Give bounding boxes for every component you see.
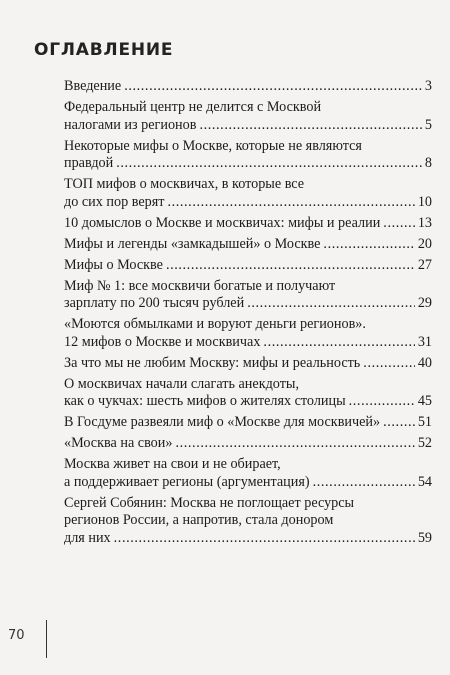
dot-leader (247, 295, 415, 313)
toc-entry-title-line: Мифы о Москве (64, 256, 163, 273)
toc-entry-title-line: для них (64, 529, 111, 546)
toc-heading: ОГЛАВЛЕНИЕ (34, 40, 174, 60)
dot-leader (116, 155, 422, 173)
toc-entry (64, 138, 432, 173)
toc-entry-title-line: регионов России, а напротив, стала донором (64, 512, 334, 528)
toc-page-number: 5 (424, 116, 432, 133)
toc-page-number: 51 (417, 414, 432, 430)
toc-page-number: 52 (417, 435, 432, 451)
toc-page-number: 40 (417, 354, 432, 371)
table-of-contents (64, 78, 432, 551)
toc-entry-title-line: а поддерживает регионы (аргументация) (64, 473, 310, 490)
toc-entry (64, 215, 432, 233)
toc-entry-title-line: За что мы не любим Москву: мифы и реальность (64, 354, 361, 371)
toc-entry-title-line: Мифы и легенды «замкадышей» о Москве (64, 235, 321, 252)
toc-page-number: 3 (424, 78, 432, 94)
dot-leader (114, 530, 415, 548)
toc-page-number: 8 (424, 155, 432, 171)
toc-page-number: 20 (417, 235, 432, 252)
dot-leader (349, 393, 415, 411)
toc-page-number: 13 (417, 214, 432, 231)
toc-entry-title-line: Миф № 1: все москвичи богатые и получают (64, 277, 336, 294)
toc-entry-title-line: правдой (64, 155, 114, 171)
dot-leader (166, 257, 415, 275)
dot-leader (383, 215, 415, 233)
toc-page-number: 10 (417, 193, 432, 210)
toc-entry-title-line: до сих пор верят (64, 193, 165, 210)
toc-entry-title-line: О москвичах начали слагать анекдоты, (64, 375, 299, 392)
dot-leader (199, 117, 421, 135)
toc-entry-title-line: 12 мифов о Москве и москвичах (64, 333, 261, 350)
toc-entry (64, 99, 432, 134)
dot-leader (323, 236, 414, 254)
toc-page-number: 29 (417, 295, 432, 311)
toc-entry-title-line: налогами из регионов (64, 116, 197, 133)
toc-page-number: 31 (417, 333, 432, 350)
toc-entry-title-line: «Москва на свои» (64, 435, 173, 451)
toc-entry-title-line: ТОП мифов о москвичах, в которые все (64, 176, 305, 192)
dot-leader (363, 355, 415, 373)
toc-entry (64, 435, 432, 453)
toc-entry-title-line: как о чукчах: шесть мифов о жителях столицы (64, 393, 346, 409)
toc-page-number: 45 (417, 393, 432, 409)
toc-entry (64, 278, 432, 313)
page-number: 70 (8, 628, 25, 643)
toc-entry-title-line: зарплату по 200 тысяч рублей (64, 295, 245, 311)
dot-leader (263, 334, 414, 352)
toc-page-number: 59 (417, 529, 432, 546)
dot-leader (175, 435, 414, 453)
toc-entry-title-line: Сергей Собянин: Москва не поглощает ресурсы (64, 494, 355, 511)
toc-entry-title-line: Москва живет на свои и не обирает, (64, 456, 281, 472)
dot-leader (167, 194, 414, 212)
toc-entry (64, 236, 432, 254)
toc-entry (64, 78, 432, 96)
toc-entry (64, 355, 432, 373)
toc-page-number: 54 (417, 473, 432, 490)
toc-entry (64, 495, 432, 548)
toc-entry-title-line: 10 домыслов о Москве и москвичах: мифы и реалии (64, 214, 381, 231)
dot-leader (313, 474, 415, 492)
toc-entry-title-line: Федеральный центр не делится с Москвой (64, 99, 322, 115)
toc-entry-title-line: В Госдуме развеяли миф о «Москве для москвичей» (64, 414, 381, 430)
toc-page-number: 27 (417, 256, 432, 273)
toc-entry (64, 414, 432, 432)
toc-entry (64, 456, 432, 491)
toc-entry (64, 376, 432, 411)
dot-leader (383, 414, 415, 432)
toc-entry-title-line: Некоторые мифы о Москве, которые не являются (64, 137, 362, 154)
dot-leader (124, 78, 422, 96)
toc-entry (64, 316, 432, 351)
folio-divider (46, 620, 47, 658)
toc-entry (64, 257, 432, 275)
toc-entry-title-line: Введение (64, 78, 122, 94)
toc-entry-title-line: «Моются обмылками и воруют деньги регионов». (64, 316, 366, 332)
toc-entry (64, 176, 432, 211)
